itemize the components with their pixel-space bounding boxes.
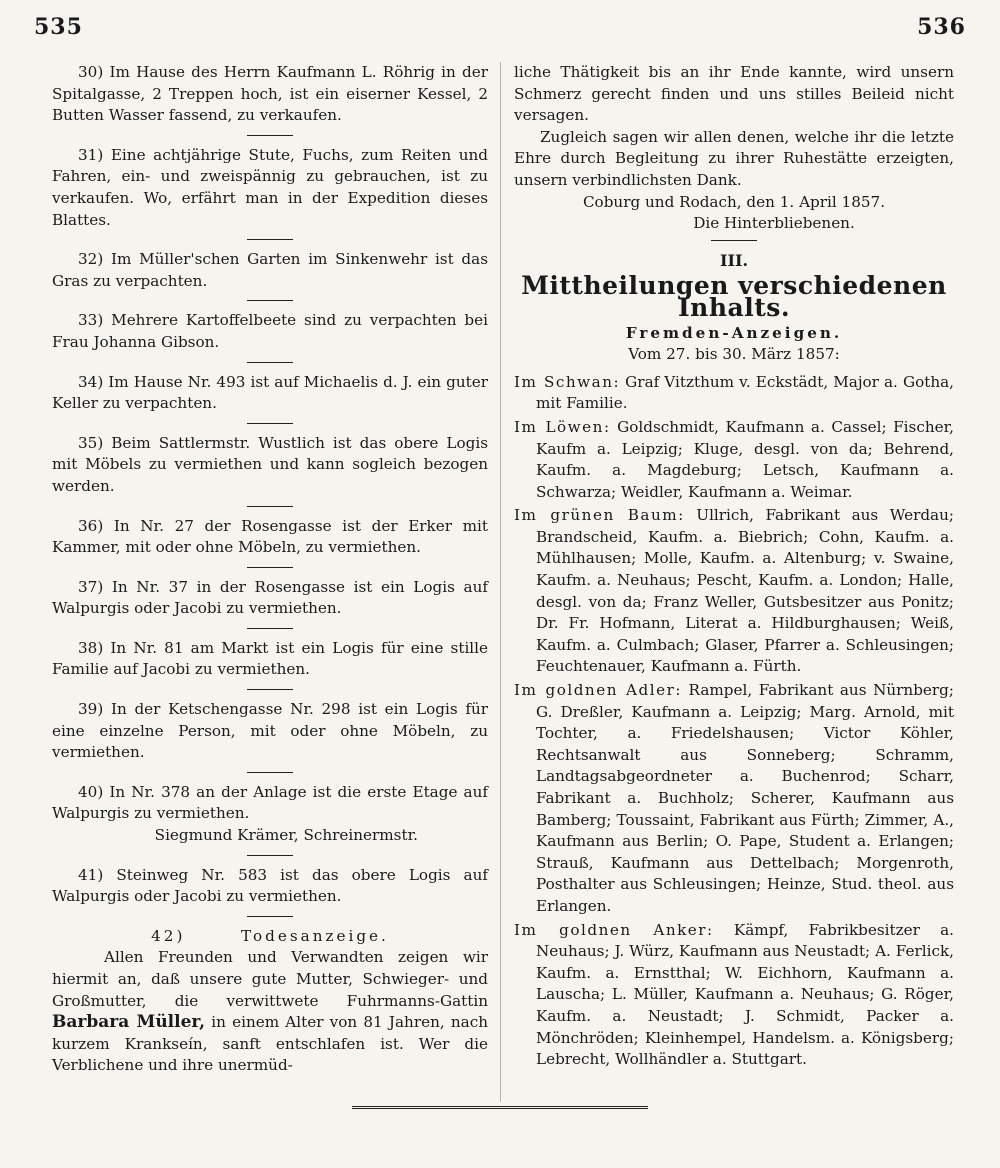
classified-ad (52, 865, 488, 908)
page-number-right: 536 (917, 14, 966, 40)
classified-ad (52, 782, 488, 847)
death-notice-body-part2: in einem Alter von 81 Jahren, nach kurzem Krankseín, sanft entschlafen ist. Wer die Verblichene und ihre unermüd- (52, 1013, 489, 1075)
death-notice-body-part1: Allen Freunden und Verwandten zeigen wir hiermit an, daß unsere gute Mutter, Schwieger- und Großmutter, die verwittwete Fuhrmanns-Gattin (52, 948, 488, 1010)
classified-ad (52, 577, 488, 620)
ad-text: 34) Im Hause Nr. 493 ist auf Michaelis d. J. ein guter Keller zu verpachten. (52, 372, 488, 413)
death-notice-number: 42) (151, 926, 186, 945)
separator-rule (247, 135, 293, 136)
section-number: III. (719, 250, 749, 270)
ad-text: 36) In Nr. 27 der Rosengasse ist der Erker mit Kammer, mit oder ohne Möbeln, zu vermiethen. (52, 516, 488, 557)
bottom-double-rule (352, 1106, 648, 1113)
separator-rule (711, 240, 757, 241)
death-notice-thanks: Zugleich sagen wir allen denen, welche ihr die letzte Ehre durch Begleitung zu ihrer Ruhestätte erzeigten, unsern verbindlichsten Dank. (514, 127, 954, 189)
separator-rule (247, 239, 293, 240)
separator-rule (247, 362, 293, 363)
hotel-guests: Goldschmidt, Kaufmann a. Cassel; Fischer, Kaufm a. Leipzig; Kluge, desgl. von da; Behrend, Kaufm. a. Magdeburg; Letsch, Kaufmann a. Schwarza; Weidler, Kaufmann a. Weimar. (536, 417, 955, 501)
hotel-entry (514, 680, 954, 918)
separator-rule (247, 689, 293, 690)
hotel-entry (514, 417, 954, 503)
deceased-name: Barbara Müller, (52, 1012, 206, 1033)
left-column (52, 62, 488, 1085)
separator-rule (247, 628, 293, 629)
ad-signature: Siegmund Krämer, Schreinermstr. (154, 826, 418, 845)
sub-heading: Fremden-Anzeigen. (625, 323, 843, 342)
classified-ad (52, 699, 488, 764)
ad-text: 30) Im Hause des Herrn Kaufmann L. Röhrig in der Spitalgasse, 2 Treppen hoch, ist ein eiserner Kessel, 2 Butten Wasser fassend, zu verkaufen. (52, 63, 488, 125)
separator-rule (247, 567, 293, 568)
death-notice (52, 926, 488, 1077)
ad-text: 41) Steinweg Nr. 583 ist das obere Logis auf Walpurgis oder Jacobi zu vermiethen. (52, 865, 488, 906)
classified-ad (52, 516, 488, 559)
ad-text: 35) Beim Sattlermstr. Wustlich ist das obere Logis mit Möbels zu vermiethen und kann sogleich bezogen werden. (52, 433, 488, 495)
death-notice-heading-line (52, 926, 488, 948)
section-title: Mittheilungen verschiedenen Inhalts. (521, 271, 947, 322)
ad-text: 31) Eine achtjährige Stute, Fuchs, zum Reiten und Fahren, ein- und zweispännig zu gebrauchen, ist zu verkaufen. Wo, erfährt man in der Expedition dieses Blattes. (52, 145, 488, 229)
classified-ad (52, 433, 488, 498)
death-notice-continuation: liche Thätigkeit bis an ihr Ende kannte, wird unsern Schmerz gerecht finden und uns stilles Beileid nicht versagen. (514, 63, 954, 125)
separator-rule (247, 772, 293, 773)
hotel-name: Im grünen Baum: (514, 506, 685, 525)
death-notice-body (52, 947, 488, 1077)
classified-ad (52, 638, 488, 681)
classified-ad (52, 372, 488, 415)
ad-text: 38) In Nr. 81 am Markt ist ein Logis für eine stille Familie auf Jacobi zu vermiethen. (52, 638, 488, 679)
separator-rule (247, 916, 293, 917)
hotel-guests: Kämpf, Fabrikbesitzer a. Neuhaus; J. Würz, Kaufmann aus Neustadt; A. Ferlick, Kaufm. a. Ernstthal; W. Eichhorn, Kaufmann a. Lauscha; L. Müller, Kaufmann a. Neuhaus; G. Röger, Kaufm. a. Neustadt; J. Schmidt, Packer a. Mönchröden; Kleinhempel, Handelsm. a. Königsberg; Lebrecht, Wollhändler a. Stuttgart. (536, 920, 954, 1069)
death-notice-signature: Die Hinterbliebenen. (693, 214, 855, 233)
ad-text: 37) In Nr. 37 in der Rosengasse ist ein Logis auf Walpurgis oder Jacobi zu vermiethen. (52, 577, 488, 618)
ad-text: 39) In der Ketschengasse Nr. 298 ist ein Logis für eine einzelne Person, mit oder ohne Möbeln, zu vermiethen. (52, 700, 488, 762)
separator-rule (247, 300, 293, 301)
ad-text: 32) Im Müller'schen Garten im Sinkenwehr ist das Gras zu verpachten. (52, 250, 488, 290)
death-notice-heading: Todesanzeige. (241, 926, 389, 945)
page-number-left: 535 (34, 14, 83, 40)
separator-rule (247, 506, 293, 507)
right-column (514, 62, 954, 1073)
classified-ad (52, 145, 488, 231)
hotel-guests: Rampel, Fabrikant aus Nürnberg; G. Dreßler, Kaufmann a. Leipzig; Marg. Arnold, mit Tochter, a. Friedelshausen; Victor Köhler, Rechtsanwalt aus Sonneberg; Schramm, Landtagsabgeordneter a. Buchenrod; Scharr, Fabrikant a. Buchholz; Scherer, Kaufmann aus Bamberg; Toussaint, Fabrikant aus Fürth; Zimmer, A., Kaufmann aus Berlin; O. Pape, Student a. Erlangen; Strauß, Kaufmann aus Dettelbach; Morgenroth, Posthalter aus Schleusingen; Heinze, Stud. theol. aus Erlangen. (536, 681, 955, 915)
date-range: Vom 27. bis 30. März 1857: (628, 345, 840, 364)
hotel-entry (514, 372, 954, 415)
column-divider (500, 62, 501, 1102)
classified-ad (52, 310, 488, 353)
separator-rule (247, 855, 293, 856)
ad-text: 33) Mehrere Kartoffelbeete sind zu verpachten bei Frau Johanna Gibson. (52, 311, 488, 351)
classified-ad (52, 249, 488, 292)
hotel-name: Im goldnen Anker: (514, 920, 714, 939)
death-notice-place-date: Coburg und Rodach, den 1. April 1857. (582, 192, 886, 211)
ad-text: 40) In Nr. 378 an der Anlage ist die erste Etage auf Walpurgis zu vermiethen. (52, 782, 488, 823)
classified-ad (52, 62, 488, 127)
hotel-guests: Ullrich, Fabrikant aus Werdau; Brandscheid, Kaufm. a. Biebrich; Cohn, Kaufm. a. Mühlhausen; Molle, Kaufm. a. Altenburg; v. Swaine, Kaufm. a. Neuhaus; Pescht, Kaufm. a. London; Halle, desgl. von da; Franz Weller, Gutsbesitzer aus Ponitz; Dr. Fr. Hofmann, Literat a. Hildburghausen; Weiß, Kaufm. a. Culmbach; Glaser, Pfarrer a. Schleusingen; Feuchtenauer, Kaufmann a. Fürth. (536, 506, 955, 676)
separator-rule (247, 423, 293, 424)
hotel-entry (514, 920, 954, 1071)
hotel-guests: Graf Vitzthum v. Eckstädt, Major a. Gotha, mit Familie. (536, 372, 954, 413)
hotel-name: Im Schwan: (514, 372, 621, 391)
hotel-name: Im goldnen Adler: (514, 681, 682, 700)
hotel-name: Im Löwen: (514, 417, 611, 436)
hotel-entry (514, 505, 954, 678)
